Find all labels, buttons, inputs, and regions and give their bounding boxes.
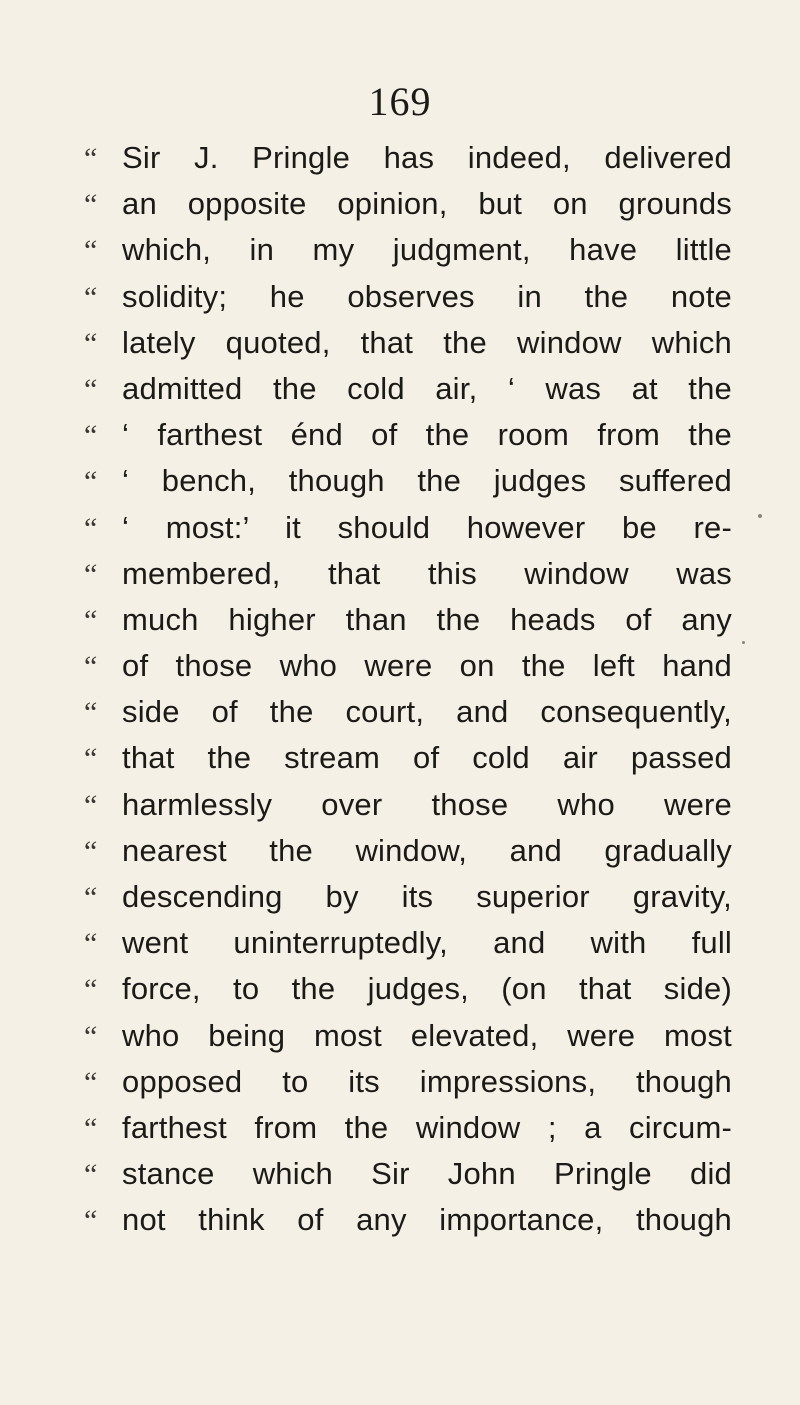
text-line	[70, 833, 732, 879]
text-line	[70, 279, 732, 325]
text-line	[70, 602, 732, 648]
text-line	[70, 787, 732, 833]
text-line	[70, 971, 732, 1017]
text-line	[70, 186, 732, 232]
line-text: descending by its superior gravity,	[122, 879, 732, 914]
quote-mark: “	[84, 1111, 98, 1145]
quote-mark: “	[84, 1019, 98, 1053]
line-text: ‘ bench, though the judges suffered	[122, 463, 732, 499]
text-line	[70, 1018, 732, 1064]
quote-mark: “	[84, 650, 98, 684]
text-line	[70, 740, 732, 786]
quote-mark: “	[84, 465, 98, 499]
text-line	[70, 556, 732, 602]
body-text	[70, 140, 732, 1249]
line-text: nearest the window, and gradually	[122, 832, 732, 868]
page-number: 169	[368, 79, 432, 124]
text-line	[70, 879, 732, 925]
text-line	[70, 1202, 732, 1248]
quote-mark: “	[84, 973, 98, 1007]
quote-mark: “	[84, 326, 98, 360]
line-text: who being most elevated, were most	[122, 1017, 732, 1053]
text-line	[70, 648, 732, 694]
quote-mark: “	[84, 696, 98, 730]
quote-mark: “	[84, 927, 98, 961]
line-text: side of the court, and consequently,	[122, 694, 732, 730]
quote-mark: “	[84, 788, 98, 822]
quote-mark: “	[84, 511, 98, 545]
text-line	[70, 325, 732, 371]
line-text: admitted the cold air, ‘ was at the	[122, 370, 732, 406]
quote-mark: “	[84, 603, 98, 637]
text-line	[70, 371, 732, 417]
line-text: solidity; he observes in the note	[122, 278, 732, 314]
line-text: an opposite opinion, but on grounds	[122, 186, 732, 222]
quote-mark: “	[84, 834, 98, 868]
text-line	[70, 417, 732, 463]
text-line	[70, 1156, 732, 1202]
line-text: harmlessly over those who were	[122, 786, 732, 822]
text-line	[70, 140, 732, 186]
text-line	[70, 232, 732, 278]
quote-mark: “	[84, 419, 98, 453]
line-text: not think of any importance, though	[122, 1202, 732, 1238]
text-line	[70, 1064, 732, 1110]
line-text: opposed to its impressions, though	[122, 1063, 732, 1099]
quote-mark: “	[84, 742, 98, 776]
line-text: ‘ farthest énd of the room from the	[122, 417, 732, 453]
line-text: which, in my judgment, have little	[122, 232, 732, 268]
paper-speck	[742, 641, 745, 644]
line-text: of those who were on the left hand	[122, 648, 732, 684]
line-text: went uninterruptedly, and with full	[122, 925, 732, 961]
quote-mark: “	[84, 188, 98, 222]
text-line	[70, 1110, 732, 1156]
line-text: membered, that this window was	[122, 555, 732, 591]
quote-mark: “	[84, 1158, 98, 1192]
line-text: force, to the judges, (on that side)	[122, 971, 732, 1007]
text-line	[70, 510, 732, 556]
line-text: Sir J. Pringle has indeed, delivered	[122, 140, 732, 175]
quote-mark: “	[84, 280, 98, 314]
text-line	[70, 463, 732, 509]
quote-mark: “	[84, 557, 98, 591]
line-text: lately quoted, that the window which	[122, 324, 732, 360]
text-line	[70, 925, 732, 971]
quote-mark: “	[84, 1065, 98, 1099]
line-text: that the stream of cold air passed	[122, 740, 732, 776]
line-text: stance which Sir John Pringle did	[122, 1156, 732, 1192]
quote-mark: “	[84, 372, 98, 406]
text-line	[70, 694, 732, 740]
quote-mark: “	[84, 1204, 98, 1238]
line-text: much higher than the heads of any	[122, 601, 732, 637]
line-text: ‘ most:’ it should however be re-	[122, 509, 732, 545]
line-text: farthest from the window ; a circum-	[122, 1109, 732, 1145]
quote-mark: “	[84, 234, 98, 268]
paper-speck	[758, 514, 762, 518]
quote-mark: “	[84, 142, 98, 175]
quote-mark: “	[84, 881, 98, 914]
